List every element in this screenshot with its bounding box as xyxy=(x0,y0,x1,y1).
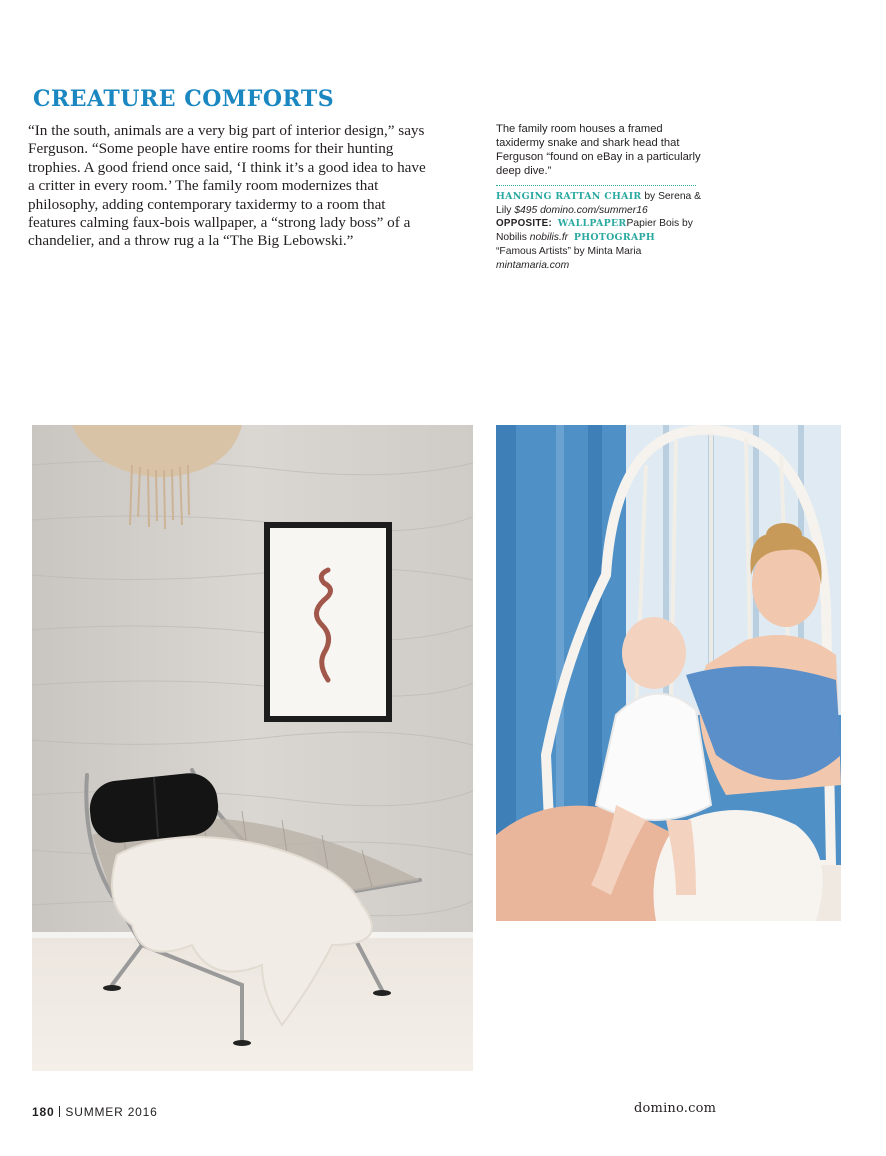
body-line: trophies. A good friend once said, ‘I think it’s a good idea to have xyxy=(28,158,426,176)
photograph-credit-label: PHOTOGRAPH xyxy=(573,232,656,244)
photograph-credit-site: mintamaria.com xyxy=(496,260,570,272)
chair-credit-price: $495 domino.com/summer16 xyxy=(514,204,648,216)
dotted-divider xyxy=(496,185,696,186)
body-line: features calming faux-bois wallpaper, a “strong lady boss” of a xyxy=(28,214,411,232)
article-heading: CREATURE COMFORTS xyxy=(33,86,335,112)
issue-label: SUMMER 2016 xyxy=(65,1105,158,1119)
caption-text: The family room houses a framed taxidermy snake and shark head that Ferguson “found on eBay in a particularly deep dive.” xyxy=(496,123,701,177)
body-line: Ferguson. “Some people have entire rooms for their hunting xyxy=(28,140,394,158)
chair-credit-label: HANGING RATTAN CHAIR xyxy=(496,190,642,202)
mother-baby-photo xyxy=(496,425,841,921)
photo-caption xyxy=(496,123,708,273)
page-footer-left xyxy=(32,1105,158,1119)
footer-divider xyxy=(59,1106,60,1117)
wallpaper-credit-text: Papier Bois by Nobilis xyxy=(496,218,693,244)
wallpaper-credit-site: nobilis.fr xyxy=(529,232,569,244)
photograph-credit-text: “Famous Artists” by Minta Maria xyxy=(496,246,642,258)
body-line: “In the south, animals are a very big part of interior design,” says xyxy=(28,122,425,139)
wallpaper-credit-label: WALLPAPER xyxy=(557,218,627,230)
page-number: 180 xyxy=(32,1105,55,1119)
mother-baby-illustration xyxy=(496,425,841,921)
body-line: a critter in every room.’ The family room modernizes that xyxy=(28,177,379,195)
article-body xyxy=(28,122,458,251)
body-line: chandelier, and a throw rug a la “The Big Lebowski.” xyxy=(28,232,354,250)
chair-credit-by: by Serena & Lily xyxy=(496,190,701,216)
site-url: domino.com xyxy=(634,1101,717,1116)
product-credits xyxy=(496,190,708,273)
living-room-photo xyxy=(32,425,473,1071)
living-room-illustration xyxy=(32,425,473,1071)
body-line: philosophy, adding contemporary taxidermy to a room that xyxy=(28,195,386,213)
opposite-label: OPPOSITE: xyxy=(496,218,553,230)
